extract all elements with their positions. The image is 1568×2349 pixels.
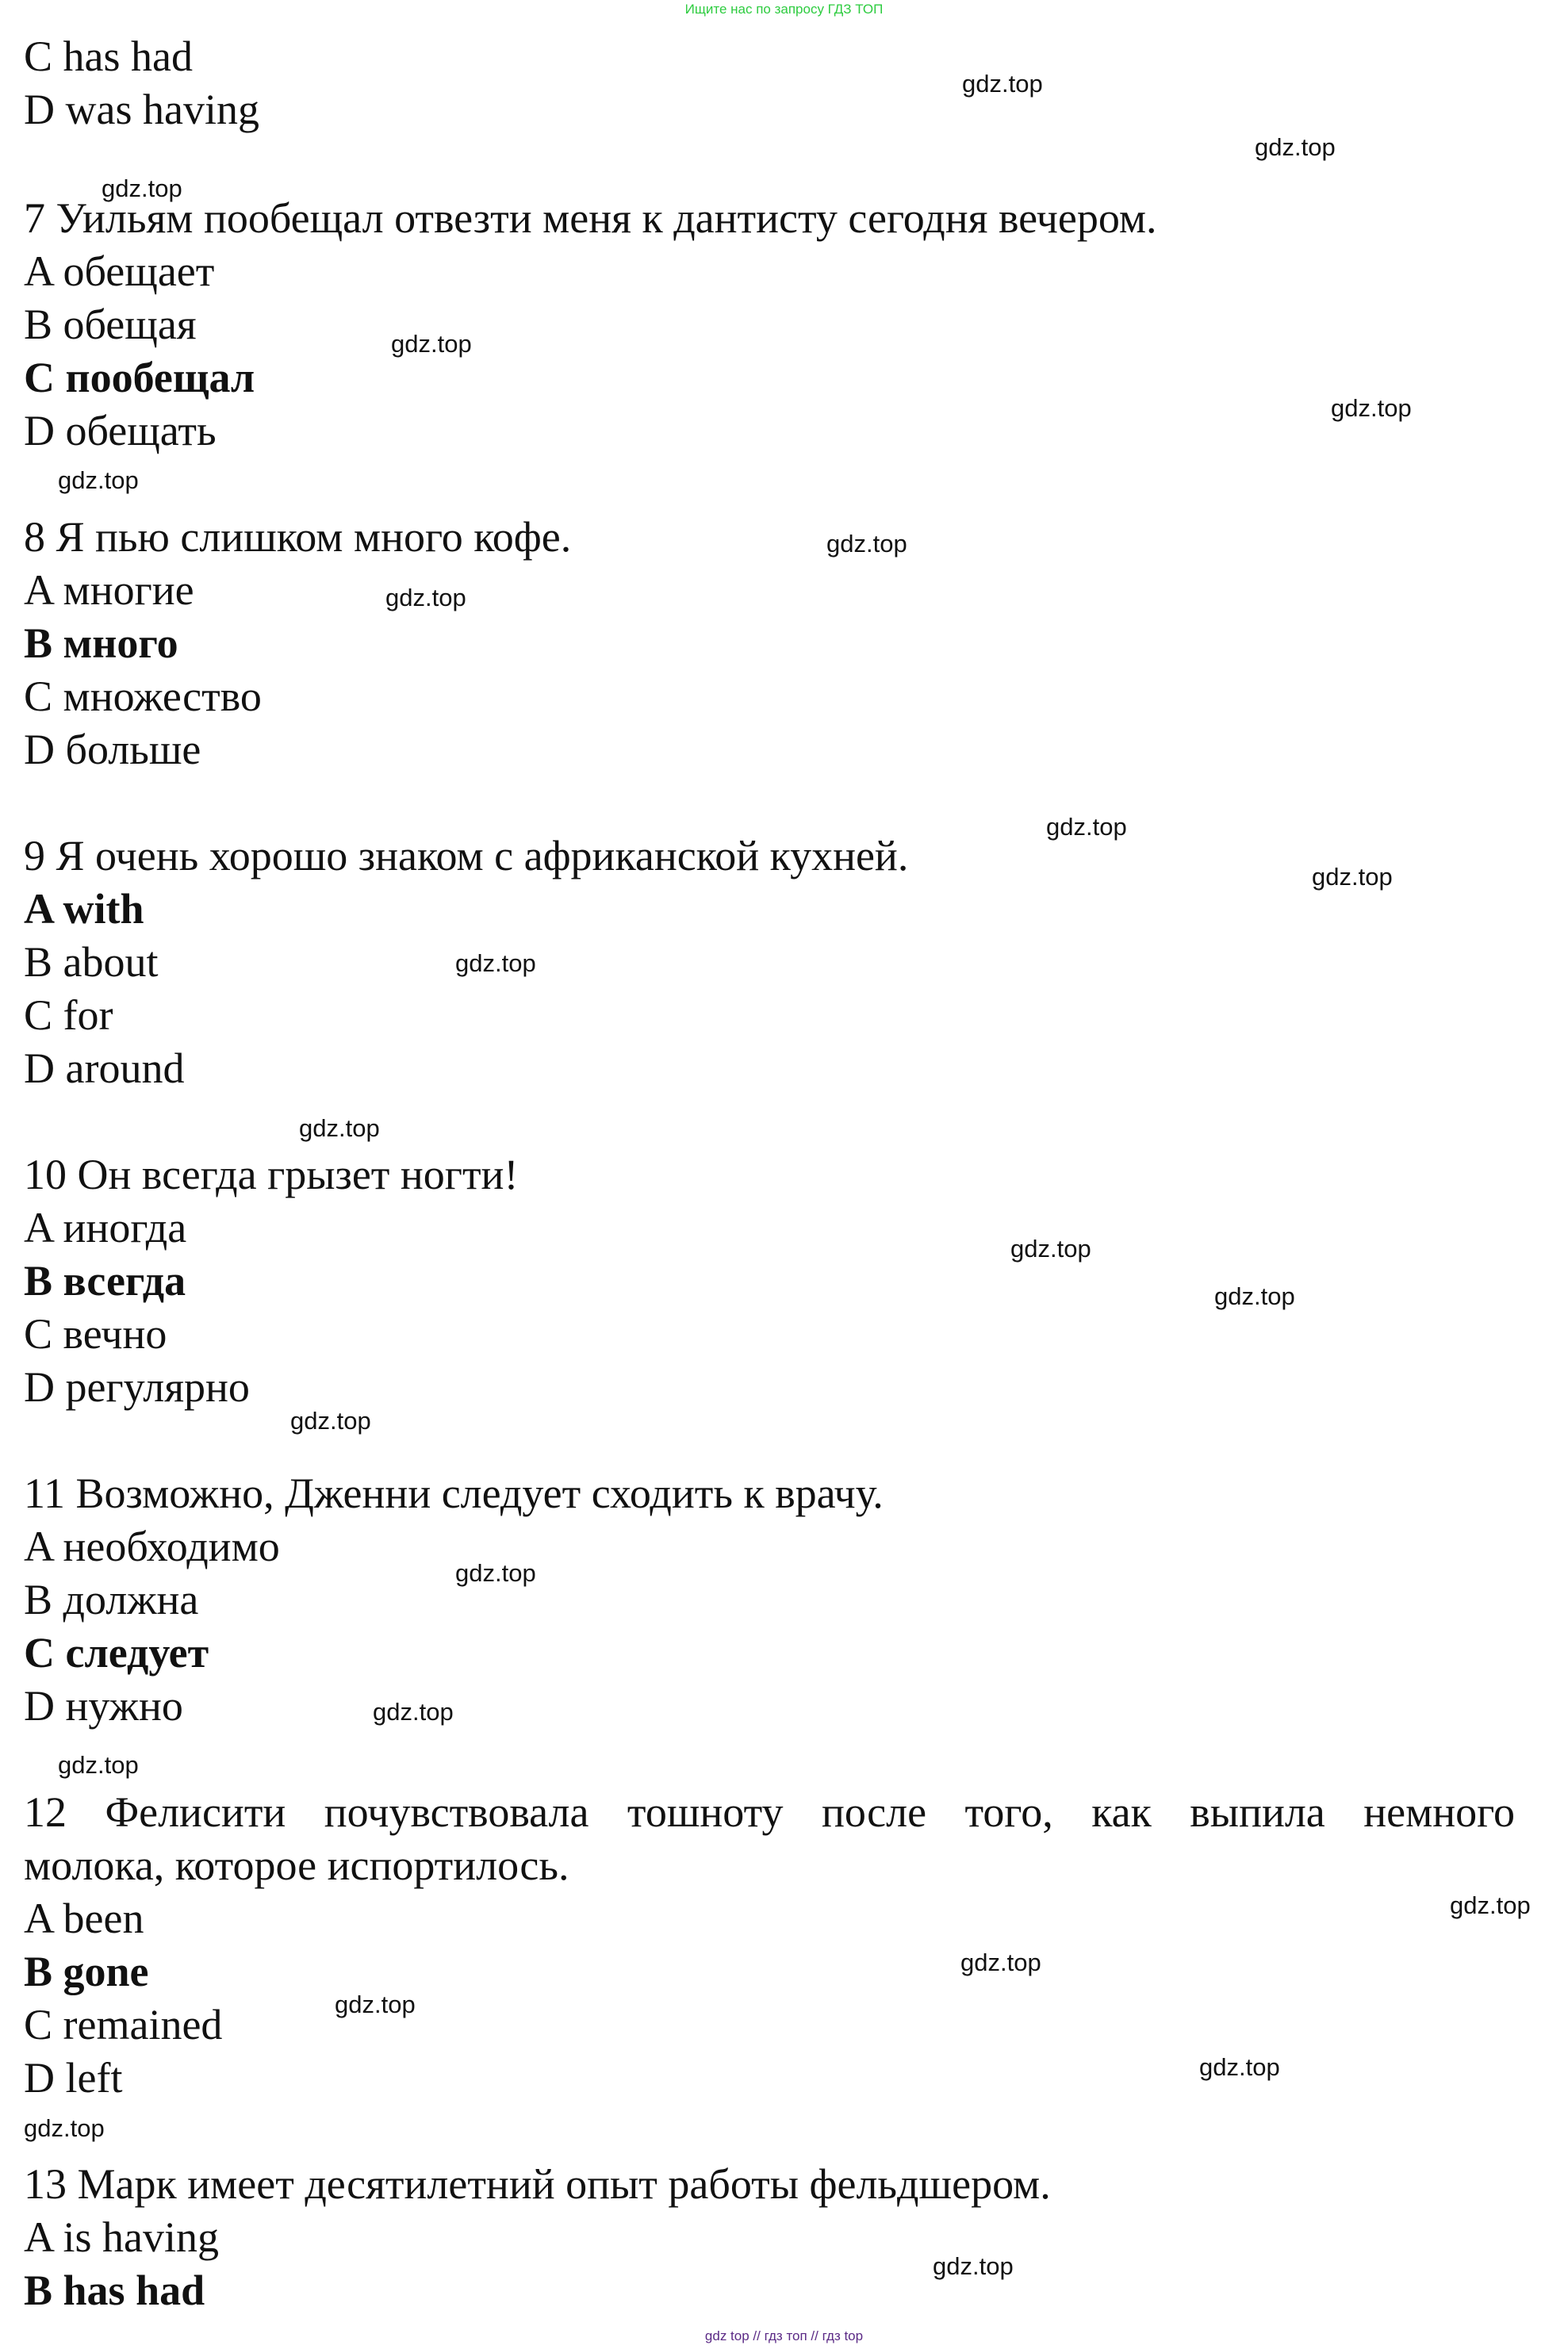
correct-answer: B gone xyxy=(24,1948,149,1995)
answer-option: B about xyxy=(24,938,159,986)
watermark: gdz.top xyxy=(385,584,466,611)
question-7: 7 Уильям пообещал отвезти меня к дантисту сегодня вечером. xyxy=(24,194,1157,242)
watermark: gdz.top xyxy=(290,1407,371,1435)
watermark: gdz.top xyxy=(102,174,182,202)
watermark: gdz.top xyxy=(391,330,472,358)
watermark: gdz.top xyxy=(335,1991,416,2018)
question-9: 9 Я очень хорошо знаком с африканской кухней. xyxy=(24,832,909,879)
answer-option: C remained xyxy=(24,2001,223,2048)
answer-option: D around xyxy=(24,1044,185,1092)
answer-option: A обещает xyxy=(24,247,215,295)
answer-option: D регулярно xyxy=(24,1363,250,1411)
answer-option: C множество xyxy=(24,673,262,720)
watermark: gdz.top xyxy=(1312,863,1393,891)
correct-answer: A with xyxy=(24,885,144,933)
answer-option: D left xyxy=(24,2054,123,2102)
answer-option: D обещать xyxy=(24,407,217,454)
watermark: gdz.top xyxy=(58,466,139,494)
answer-option: B должна xyxy=(24,1576,199,1623)
answer-option: A иногда xyxy=(24,1204,187,1251)
correct-answer: B has had xyxy=(24,2267,205,2314)
answer-option: C has had xyxy=(24,33,193,80)
watermark: gdz.top xyxy=(58,1751,139,1779)
answer-option: D больше xyxy=(24,726,201,773)
header-banner: Ищите нас по запросу ГДЗ ТОП xyxy=(684,2,884,17)
question-12-continued: молока, которое испортилось. xyxy=(24,1841,569,1889)
watermark: gdz.top xyxy=(1214,1282,1295,1310)
answer-option: A been xyxy=(24,1895,144,1942)
question-8: 8 Я пью слишком много кофе. xyxy=(24,513,572,561)
correct-answer: B много xyxy=(24,619,178,667)
answer-option: D was having xyxy=(24,86,259,133)
question-10: 10 Он всегда грызет ногти! xyxy=(24,1151,519,1198)
correct-answer: C пообещал xyxy=(24,354,255,401)
answer-option: B обещая xyxy=(24,301,197,348)
watermark: gdz.top xyxy=(299,1114,380,1142)
watermark: gdz.top xyxy=(24,2114,105,2142)
watermark: gdz.top xyxy=(1010,1235,1091,1263)
watermark: gdz.top xyxy=(455,1559,536,1587)
answer-option: C вечно xyxy=(24,1310,167,1358)
watermark: gdz.top xyxy=(1199,2053,1280,2081)
watermark: gdz.top xyxy=(960,1949,1041,1976)
answer-option: D нужно xyxy=(24,1682,183,1730)
watermark: gdz.top xyxy=(455,949,536,977)
correct-answer: B всегда xyxy=(24,1257,186,1305)
watermark: gdz.top xyxy=(1450,1891,1531,1919)
watermark: gdz.top xyxy=(1255,133,1336,161)
answer-option: A is having xyxy=(24,2213,220,2261)
answer-option: A многие xyxy=(24,566,194,614)
answer-option: C for xyxy=(24,991,113,1039)
watermark: gdz.top xyxy=(962,70,1043,98)
question-11: 11 Возможно, Дженни следует сходить к врачу. xyxy=(24,1470,884,1517)
question-13: 13 Марк имеет десятилетний опыт работы фельдшером. xyxy=(24,2160,1051,2208)
correct-answer: C следует xyxy=(24,1629,209,1676)
question-12: 12 Фелисити почувствовала тошноту после того, как выпила немного xyxy=(24,1788,1515,1836)
watermark: gdz.top xyxy=(373,1698,454,1726)
watermark: gdz.top xyxy=(1331,394,1412,422)
watermark: gdz.top xyxy=(933,2252,1014,2280)
watermark: gdz.top xyxy=(826,530,907,558)
footer-banner: gdz top // гдз топ // гдз top xyxy=(704,2328,864,2343)
watermark: gdz.top xyxy=(1046,813,1127,841)
answer-option: A необходимо xyxy=(24,1523,280,1570)
